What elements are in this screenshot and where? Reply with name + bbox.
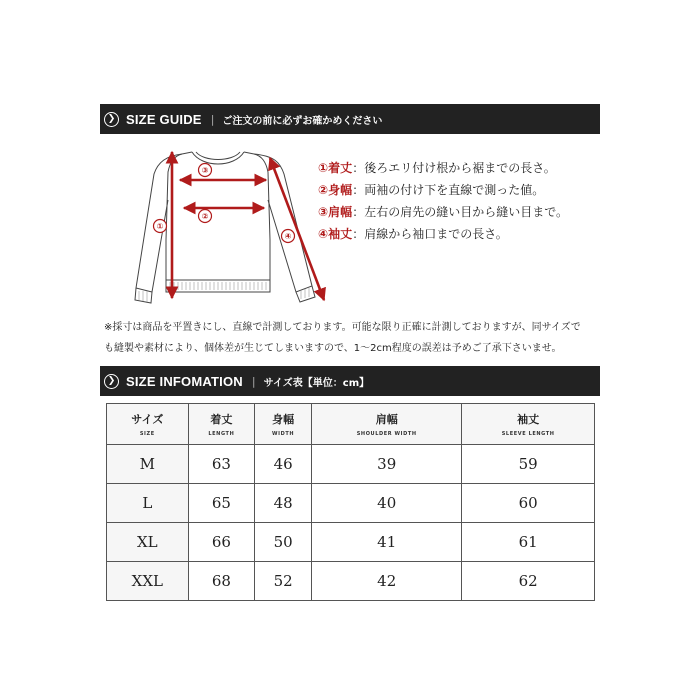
size-guide-title: SIZE GUIDE bbox=[126, 111, 202, 127]
definition-text: ：両袖の付け下を直線で測った値。 bbox=[352, 183, 545, 197]
table-row bbox=[107, 523, 595, 562]
measurement-note bbox=[104, 317, 604, 359]
column-header-size: サイズ SIZE bbox=[107, 404, 189, 445]
column-header-shoulder-width: 肩幅 SHOULDER WIDTH bbox=[312, 404, 462, 445]
table-cell: 60 bbox=[462, 484, 595, 523]
table-cell: 59 bbox=[462, 445, 595, 484]
size-table bbox=[106, 403, 595, 601]
sweater-measurement-diagram bbox=[108, 140, 338, 310]
table-cell-size: XL bbox=[107, 523, 189, 562]
table-header-row bbox=[107, 404, 595, 445]
definition-term: 肩幅 bbox=[328, 205, 353, 219]
marker-4-label: ④ bbox=[284, 232, 292, 241]
marker-3-label: ③ bbox=[201, 166, 209, 175]
table-row bbox=[107, 562, 595, 601]
definition-sleeve-length bbox=[318, 223, 600, 245]
marker-1-label: ① bbox=[156, 222, 164, 231]
size-information-subtitle: サイズ表【単位：cm】 bbox=[263, 377, 370, 389]
definition-text: ：左右の肩先の縫い目から縫い目まで。 bbox=[352, 205, 568, 219]
chevron-right-circle-icon: ❯ bbox=[104, 112, 119, 127]
definition-text: ：肩線から袖口までの長さ。 bbox=[352, 227, 508, 241]
table-cell: 42 bbox=[312, 562, 462, 601]
definition-width bbox=[318, 179, 600, 201]
definition-number: ① bbox=[318, 161, 329, 175]
table-cell-size: M bbox=[107, 445, 189, 484]
table-cell: 48 bbox=[255, 484, 312, 523]
definition-length bbox=[318, 157, 600, 179]
table-cell: 62 bbox=[462, 562, 595, 601]
definition-number: ② bbox=[318, 183, 329, 197]
table-cell-size: L bbox=[107, 484, 189, 523]
size-information-title: SIZE INFOMATION bbox=[126, 373, 243, 389]
definition-term: 袖丈 bbox=[328, 227, 353, 241]
sleeve-measure-line bbox=[270, 158, 324, 300]
note-line-2: も縫製や素材により、個体差が生じてしまいますので、1〜2cm程度の誤差は予めご了承下さいませ。 bbox=[104, 343, 562, 354]
size-guide-subtitle: ご注文の前に必ずお確かめください bbox=[222, 115, 383, 127]
table-cell-size: XXL bbox=[107, 562, 189, 601]
header-separator: | bbox=[251, 374, 256, 388]
table-cell: 46 bbox=[255, 445, 312, 484]
table-cell: 52 bbox=[255, 562, 312, 601]
definition-number: ③ bbox=[318, 205, 329, 219]
definition-term: 身幅 bbox=[328, 183, 353, 197]
header-separator: | bbox=[210, 112, 215, 126]
definition-number: ④ bbox=[318, 227, 329, 241]
note-line-1: ※採寸は商品を平置きにし、直線で計測しております。可能な限り正確に計測しておりますが、同サイズで bbox=[104, 322, 581, 333]
table-row bbox=[107, 445, 595, 484]
table-cell: 68 bbox=[188, 562, 255, 601]
table-cell: 63 bbox=[188, 445, 255, 484]
measurement-definitions bbox=[318, 157, 600, 245]
marker-2-label: ② bbox=[201, 212, 209, 221]
table-cell: 65 bbox=[188, 484, 255, 523]
table-cell: 66 bbox=[188, 523, 255, 562]
size-guide-header-bar bbox=[100, 104, 600, 134]
chevron-right-circle-icon: ❯ bbox=[104, 374, 119, 389]
table-cell: 40 bbox=[312, 484, 462, 523]
size-information-header-bar bbox=[100, 366, 600, 396]
column-header-sleeve-length: 袖丈 SLEEVE LENGTH bbox=[462, 404, 595, 445]
table-cell: 50 bbox=[255, 523, 312, 562]
column-header-length: 着丈 LENGTH bbox=[188, 404, 255, 445]
table-cell: 39 bbox=[312, 445, 462, 484]
definition-shoulder-width bbox=[318, 201, 600, 223]
column-header-width: 身幅 WIDTH bbox=[255, 404, 312, 445]
table-row bbox=[107, 484, 595, 523]
definition-term: 着丈 bbox=[328, 161, 353, 175]
table-cell: 41 bbox=[312, 523, 462, 562]
table-cell: 61 bbox=[462, 523, 595, 562]
definition-text: ：後ろエリ付け根から裾までの長さ。 bbox=[352, 161, 556, 175]
